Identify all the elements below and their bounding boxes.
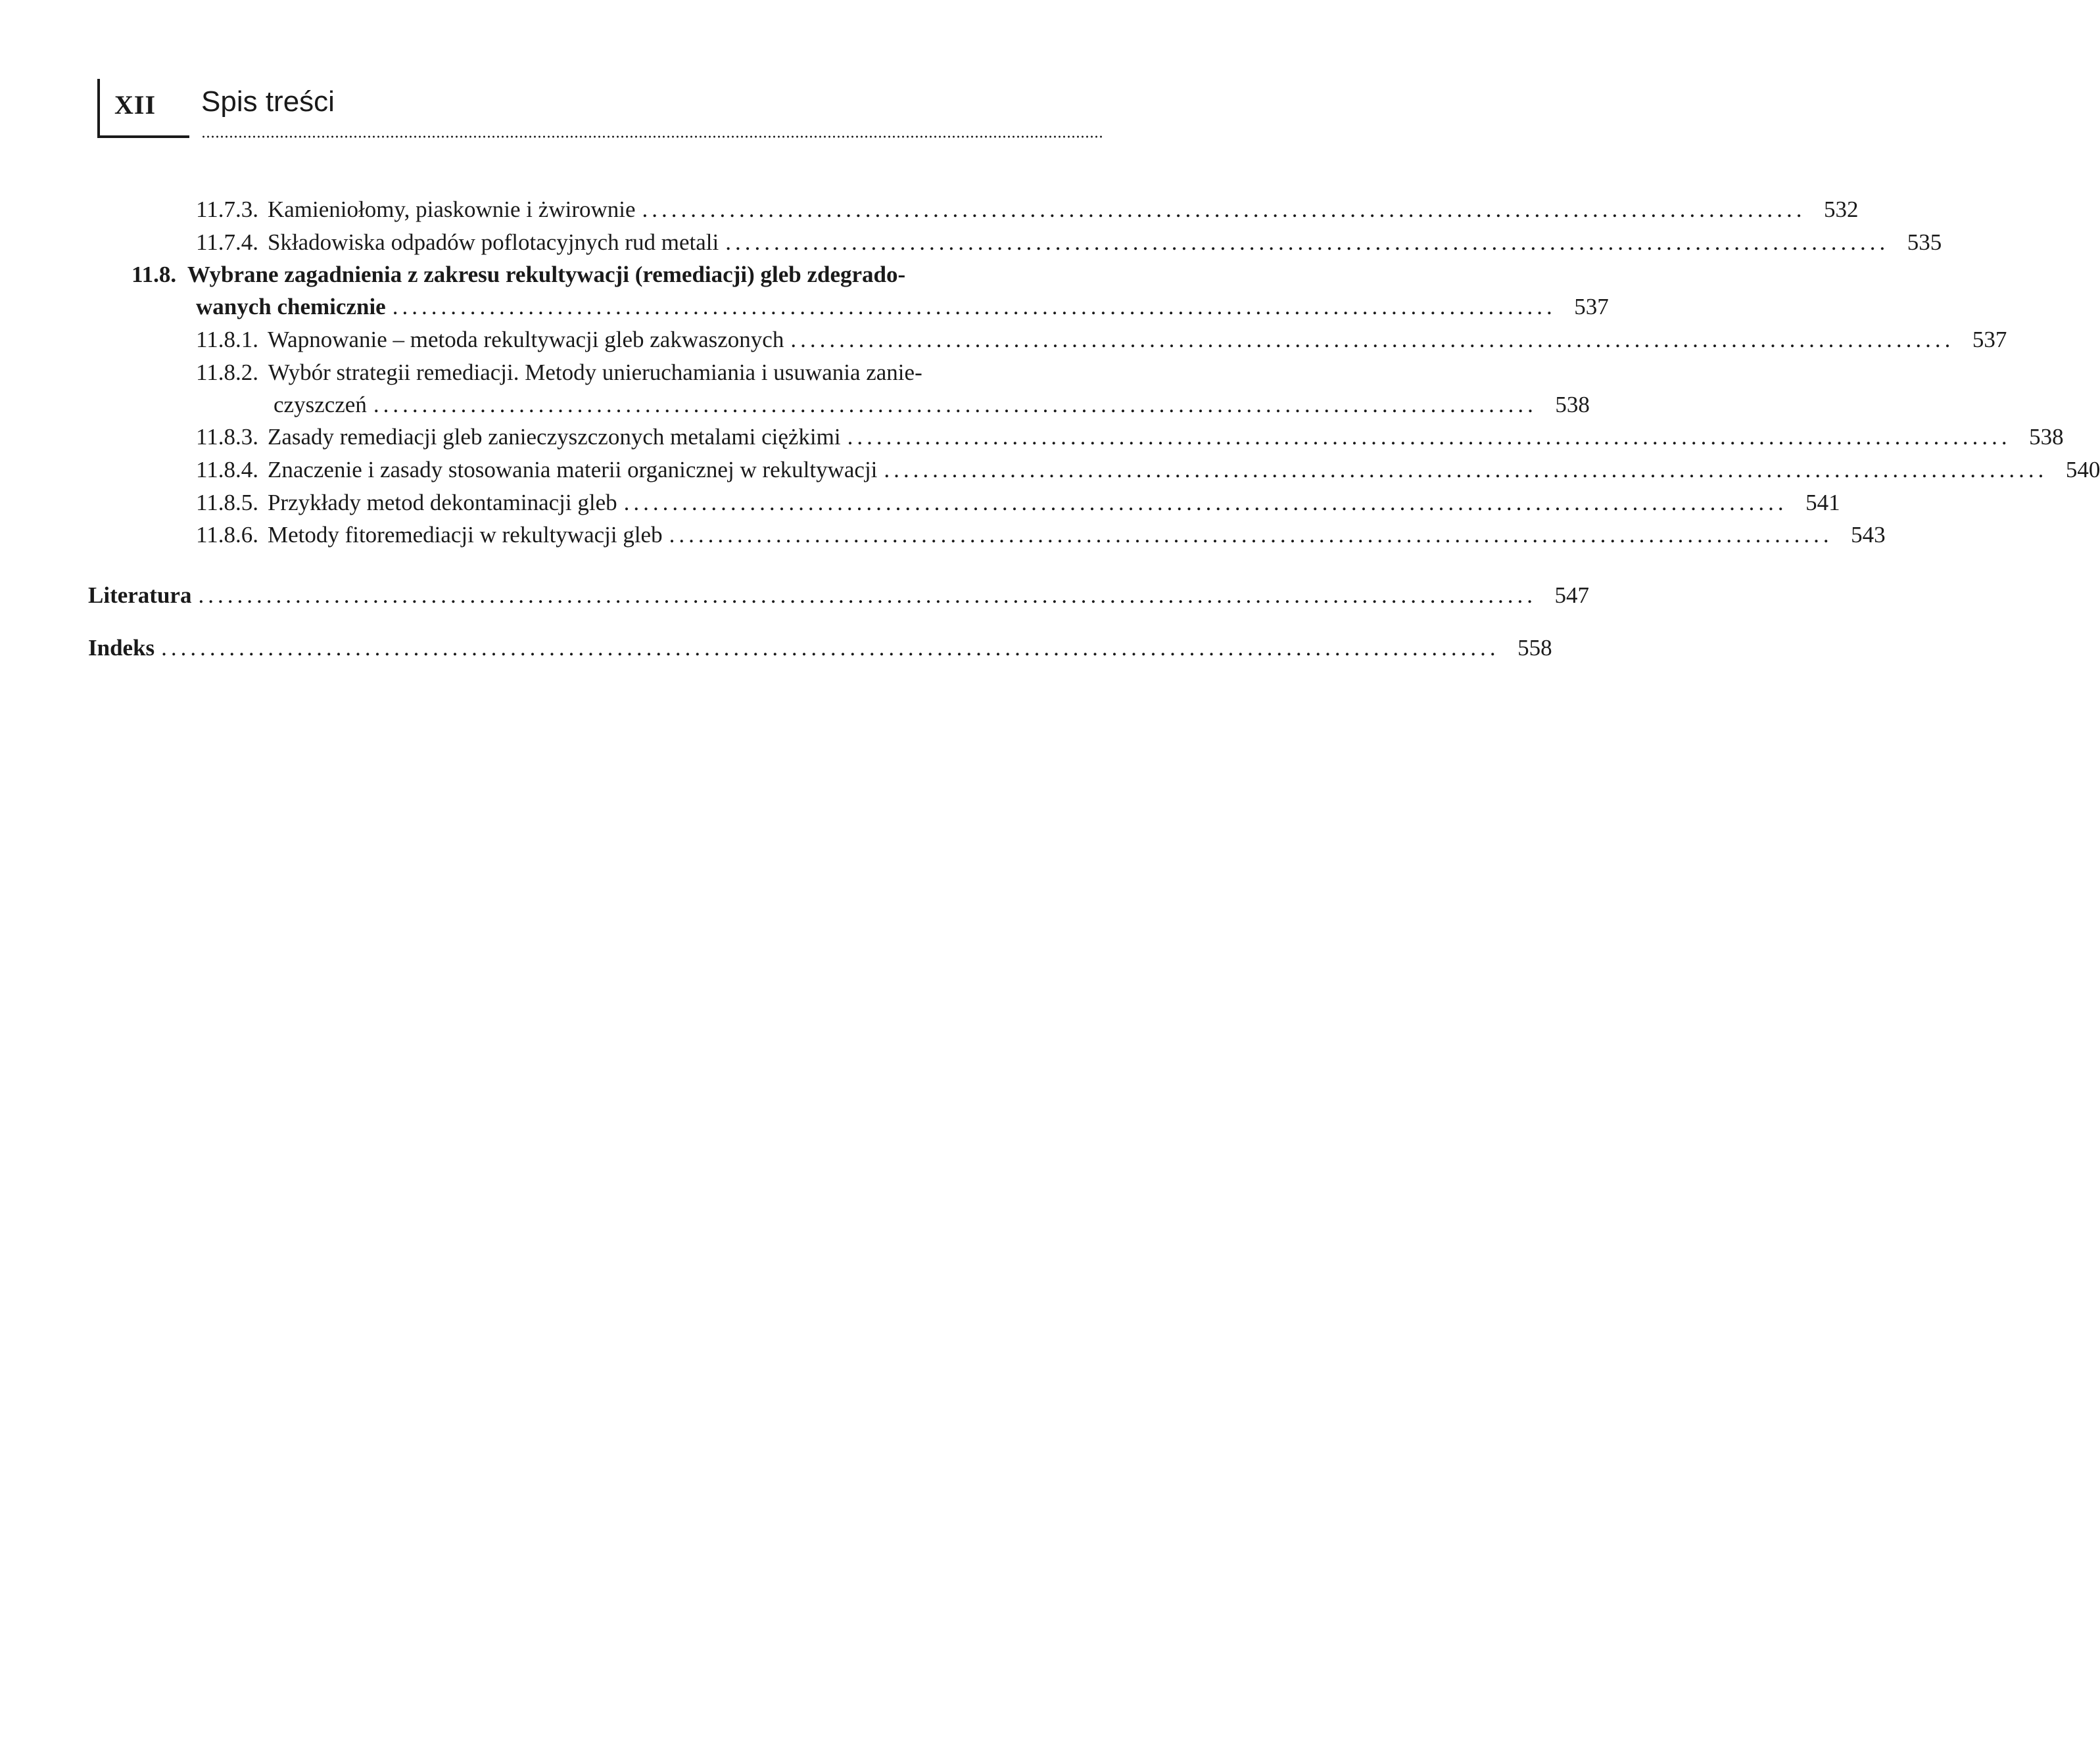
running-header (91, 79, 1103, 145)
dot-leader: ........................................................................................................................ (642, 197, 1806, 222)
toc-entry-number: 11.8.2. (196, 360, 258, 385)
toc-entry-11-8[interactable] (196, 291, 1609, 323)
toc-entry-title: Zasady remediacji gleb zanieczyszczonych metalami ciężkimi (267, 424, 841, 450)
dot-leader: ........................................................................................................................ (847, 424, 2011, 450)
toc-entry-title: Literatura (88, 582, 192, 608)
page-number: XII (114, 90, 156, 120)
toc-entry-number: 11.8.3. (196, 424, 258, 450)
toc-entry-page: 543 (1851, 522, 1886, 548)
toc-entry-11-8-6[interactable] (196, 519, 1886, 551)
header-dotted-rule (201, 135, 1103, 138)
toc-entry-title: Przykłady metod dekontaminacji gleb (267, 490, 617, 515)
toc-entry-11-8-2[interactable] (274, 389, 1590, 421)
toc-entry-11-8-2-line1[interactable] (196, 357, 922, 388)
toc-entry-page: 558 (1517, 635, 1552, 661)
toc-entry-11-8-4[interactable] (196, 454, 2100, 486)
dot-leader: .......................................................................................................................................... (161, 635, 1500, 661)
toc-entry-number: 11.7.4. (196, 229, 258, 255)
toc-entry-page: 547 (1554, 582, 1589, 608)
toc-entry-11-7-4[interactable] (196, 227, 1942, 258)
toc-entry-page: 541 (1805, 490, 1840, 515)
toc-entry-literatura[interactable] (88, 580, 1589, 611)
toc-entry-number: 11.8.4. (196, 457, 258, 482)
toc-entry-number: 11.8. (131, 262, 177, 287)
running-title: Spis treści (201, 85, 335, 118)
dot-leader: ........................................................................................................................ (884, 457, 2048, 482)
toc-entry-11-8-1[interactable] (196, 324, 2007, 356)
toc-entry-title: Wybór strategii remediacji. Metody unieruchamiania i usuwania zanie- (268, 360, 922, 385)
toc-entry-title: Znaczenie i zasady stosowania materii organicznej w rekultywacji (267, 457, 878, 482)
toc-entry-title: Składowiska odpadów poflotacyjnych rud metali (267, 229, 719, 255)
toc-entry-page: 535 (1907, 229, 1942, 255)
toc-entry-11-8-5[interactable] (196, 487, 1840, 519)
toc-entry-page: 538 (1555, 392, 1590, 417)
dot-leader: ........................................................................................................................ (623, 490, 1788, 515)
toc-entry-title: Wapnowanie – metoda rekultywacji gleb zakwaszonych (267, 327, 784, 352)
toc-entry-number: 11.8.5. (196, 490, 258, 515)
toc-entry-page: 532 (1824, 197, 1859, 222)
toc-entry-11-8-3[interactable] (196, 421, 2064, 453)
toc-entry-title: Kamieniołomy, piaskownie i żwirownie (267, 197, 636, 222)
toc-entry-title: Metody fitoremediacji w rekultywacji gleb (267, 522, 663, 548)
toc-entry-indeks[interactable] (88, 632, 1552, 664)
dot-leader: ........................................................................................................................ (725, 229, 1890, 255)
page-number-box (97, 79, 189, 138)
toc-entry-title-continued: czyszczeń (274, 392, 367, 417)
dot-leader: ........................................................................................................................ (790, 327, 1955, 352)
toc-entry-title-continued: wanych chemicznie (196, 294, 386, 319)
toc-entry-page: 537 (1972, 327, 2007, 352)
toc-entry-page: 540 (2065, 457, 2100, 482)
toc-entry-11-8-line1[interactable] (131, 259, 905, 291)
toc-entry-page: 537 (1574, 294, 1609, 319)
dot-leader: .......................................................................................................................................... (198, 582, 1537, 608)
toc-entry-number: 11.8.6. (196, 522, 258, 548)
dot-leader: ........................................................................................................................ (392, 294, 1556, 319)
dot-leader: ........................................................................................................................ (669, 522, 1833, 548)
toc-entry-title: Indeks (88, 635, 155, 661)
toc-entry-11-7-3[interactable] (196, 194, 1859, 225)
dot-leader: ........................................................................................................................ (373, 392, 1537, 417)
toc-entry-number: 11.7.3. (196, 197, 258, 222)
toc-entry-page: 538 (2029, 424, 2064, 450)
toc-entry-number: 11.8.1. (196, 327, 258, 352)
toc-entry-title: Wybrane zagadnienia z zakresu rekultywacji (remediacji) gleb zdegrado- (187, 262, 906, 287)
